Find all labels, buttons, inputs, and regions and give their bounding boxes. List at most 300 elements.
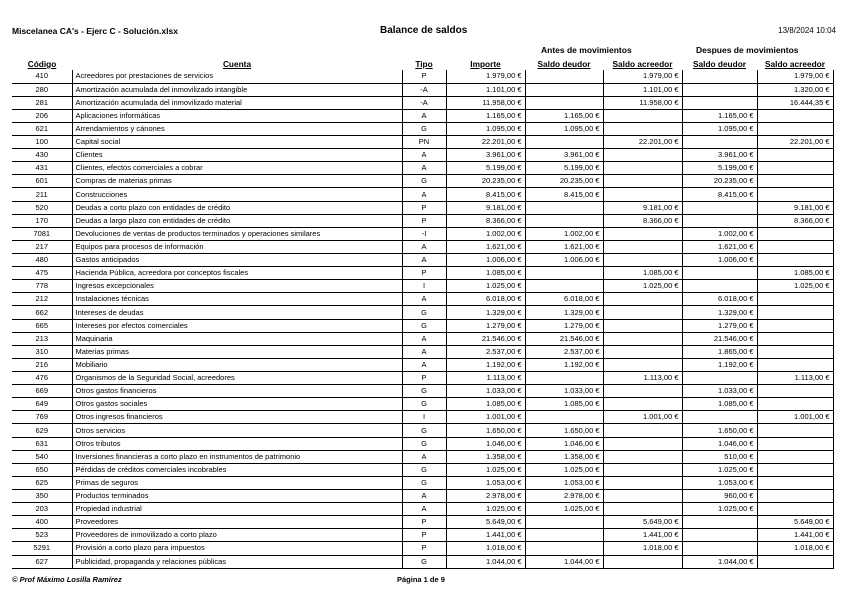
cell-saldo-deudor-despues: 1.025,00 € — [682, 503, 757, 516]
cell-importe: 1.006,00 € — [446, 254, 525, 267]
cell-saldo-acreedor-despues — [757, 306, 833, 319]
cell-importe: 1.279,00 € — [446, 319, 525, 332]
cell-codigo: 410 — [12, 70, 72, 83]
table-row — [12, 214, 833, 227]
sheet-title: Balance de saldos — [380, 25, 468, 36]
cell-cuenta: Otros ingresos financieros — [72, 411, 402, 424]
cell-importe: 8.366,00 € — [446, 214, 525, 227]
cell-saldo-acreedor-despues: 16.444,35 € — [757, 96, 833, 109]
cell-saldo-acreedor-antes — [603, 424, 682, 437]
cell-saldo-deudor-antes: 1.006,00 € — [525, 254, 603, 267]
cell-cuenta: Otros servicios — [72, 424, 402, 437]
cell-cuenta: Aplicaciones informáticas — [72, 109, 402, 122]
cell-cuenta: Intereses por efectos comerciales — [72, 319, 402, 332]
cell-importe: 1.001,00 € — [446, 411, 525, 424]
cell-saldo-deudor-antes: 1.044,00 € — [525, 555, 603, 568]
cell-saldo-acreedor-antes — [603, 358, 682, 371]
cell-saldo-acreedor-antes — [603, 332, 682, 345]
cell-tipo: G — [402, 463, 446, 476]
cell-saldo-deudor-despues: 1.621,00 € — [682, 240, 757, 253]
cell-saldo-acreedor-despues — [757, 227, 833, 240]
table-row — [12, 136, 833, 149]
print-datetime: 13/8/2024 10:04 — [778, 26, 836, 35]
cell-saldo-acreedor-antes: 1.441,00 € — [603, 529, 682, 542]
cell-saldo-acreedor-antes — [603, 437, 682, 450]
cell-saldo-deudor-antes — [525, 542, 603, 555]
cell-codigo: 621 — [12, 122, 72, 135]
cell-saldo-deudor-antes: 1.329,00 € — [525, 306, 603, 319]
cell-cuenta: Ingresos excepcionales — [72, 280, 402, 293]
cell-codigo: 5291 — [12, 542, 72, 555]
table-row — [12, 398, 833, 411]
cell-saldo-acreedor-antes — [603, 175, 682, 188]
cell-tipo: -A — [402, 96, 446, 109]
cell-saldo-deudor-despues — [682, 136, 757, 149]
cell-saldo-deudor-despues: 3.961,00 € — [682, 149, 757, 162]
cell-codigo: 217 — [12, 240, 72, 253]
cell-saldo-deudor-despues: 1.165,00 € — [682, 109, 757, 122]
cell-saldo-deudor-despues: 1.279,00 € — [682, 319, 757, 332]
cell-saldo-deudor-antes — [525, 372, 603, 385]
cell-importe: 11.958,00 € — [446, 96, 525, 109]
cell-codigo: 665 — [12, 319, 72, 332]
cell-saldo-acreedor-despues: 1.320,00 € — [757, 83, 833, 96]
cell-cuenta: Primas de seguros — [72, 476, 402, 489]
cell-importe: 1.033,00 € — [446, 385, 525, 398]
cell-importe: 1.085,00 € — [446, 398, 525, 411]
cell-saldo-deudor-despues — [682, 542, 757, 555]
cell-saldo-deudor-antes: 2.978,00 € — [525, 490, 603, 503]
cell-saldo-deudor-antes — [525, 201, 603, 214]
cell-importe: 1.044,00 € — [446, 555, 525, 568]
cell-saldo-deudor-antes: 1.053,00 € — [525, 476, 603, 489]
cell-saldo-deudor-despues: 1.044,00 € — [682, 555, 757, 568]
cell-saldo-deudor-antes: 21.546,00 € — [525, 332, 603, 345]
cell-tipo: G — [402, 306, 446, 319]
table-row — [12, 267, 833, 280]
cell-saldo-acreedor-despues: 22.201,00 € — [757, 136, 833, 149]
table-row — [12, 109, 833, 122]
cell-saldo-deudor-despues — [682, 214, 757, 227]
cell-codigo: 520 — [12, 201, 72, 214]
cell-saldo-deudor-antes — [525, 214, 603, 227]
cell-codigo: 203 — [12, 503, 72, 516]
file-title: Miscelanea CA's - Ejerc C - Solución.xlsx — [12, 26, 178, 36]
cell-saldo-deudor-antes: 6.018,00 € — [525, 293, 603, 306]
cell-saldo-deudor-despues — [682, 529, 757, 542]
cell-saldo-deudor-despues: 1.650,00 € — [682, 424, 757, 437]
cell-saldo-deudor-despues: 1.033,00 € — [682, 385, 757, 398]
cell-saldo-acreedor-antes: 9.181,00 € — [603, 201, 682, 214]
table-row — [12, 516, 833, 529]
cell-tipo: P — [402, 542, 446, 555]
cell-saldo-deudor-antes: 1.025,00 € — [525, 503, 603, 516]
cell-cuenta: Provisión a corto plazo para impuestos — [72, 542, 402, 555]
cell-saldo-acreedor-antes — [603, 122, 682, 135]
cell-importe: 1.650,00 € — [446, 424, 525, 437]
cell-saldo-acreedor-antes — [603, 345, 682, 358]
cell-saldo-deudor-antes — [525, 96, 603, 109]
group-header-despues: Despues de movimientos — [696, 45, 799, 55]
cell-importe: 1.053,00 € — [446, 476, 525, 489]
table-row — [12, 240, 833, 253]
cell-saldo-deudor-despues — [682, 411, 757, 424]
cell-tipo: A — [402, 188, 446, 201]
cell-cuenta: Propiedad industrial — [72, 503, 402, 516]
table-row — [12, 306, 833, 319]
cell-tipo: G — [402, 476, 446, 489]
cell-cuenta: Arrendamientos y cánones — [72, 122, 402, 135]
table-row — [12, 345, 833, 358]
cell-saldo-deudor-despues: 1.002,00 € — [682, 227, 757, 240]
cell-importe: 1.113,00 € — [446, 372, 525, 385]
cell-saldo-deudor-antes: 1.621,00 € — [525, 240, 603, 253]
cell-cuenta: Deudas a corto plazo con entidades de crédito — [72, 201, 402, 214]
cell-cuenta: Proveedores — [72, 516, 402, 529]
cell-cuenta: Publicidad, propaganda y relaciones públicas — [72, 555, 402, 568]
cell-importe: 1.018,00 € — [446, 542, 525, 555]
cell-cuenta: Amortización acumulada del inmovilizado material — [72, 96, 402, 109]
cell-saldo-deudor-despues: 1.046,00 € — [682, 437, 757, 450]
cell-cuenta: Intereses de deudas — [72, 306, 402, 319]
cell-codigo: 650 — [12, 463, 72, 476]
col-header-importe: Importe — [470, 59, 501, 69]
cell-saldo-deudor-antes: 1.025,00 € — [525, 463, 603, 476]
cell-saldo-acreedor-despues — [757, 109, 833, 122]
cell-saldo-acreedor-antes: 1.085,00 € — [603, 267, 682, 280]
cell-importe: 9.181,00 € — [446, 201, 525, 214]
cell-importe: 1.329,00 € — [446, 306, 525, 319]
cell-saldo-acreedor-antes — [603, 555, 682, 568]
cell-codigo: 281 — [12, 96, 72, 109]
cell-saldo-deudor-despues: 5.199,00 € — [682, 162, 757, 175]
col-header-tipo: Tipo — [415, 59, 433, 69]
cell-tipo: -A — [402, 83, 446, 96]
cell-saldo-acreedor-antes: 8.366,00 € — [603, 214, 682, 227]
cell-cuenta: Deudas a largo plazo con entidades de crédito — [72, 214, 402, 227]
cell-saldo-deudor-despues — [682, 516, 757, 529]
cell-saldo-deudor-despues: 960,00 € — [682, 490, 757, 503]
col-header-cuenta: Cuenta — [222, 59, 252, 69]
cell-codigo: 7081 — [12, 227, 72, 240]
cell-codigo: 400 — [12, 516, 72, 529]
cell-saldo-acreedor-antes — [603, 450, 682, 463]
cell-tipo: A — [402, 450, 446, 463]
cell-saldo-deudor-antes: 1.358,00 € — [525, 450, 603, 463]
table-row — [12, 83, 833, 96]
table-body — [12, 70, 833, 568]
cell-codigo: 350 — [12, 490, 72, 503]
cell-saldo-deudor-antes: 5.199,00 € — [525, 162, 603, 175]
cell-saldo-acreedor-antes: 11.958,00 € — [603, 96, 682, 109]
cell-saldo-acreedor-antes — [603, 240, 682, 253]
cell-codigo: 213 — [12, 332, 72, 345]
cell-tipo: A — [402, 490, 446, 503]
cell-importe: 22.201,00 € — [446, 136, 525, 149]
table-row — [12, 411, 833, 424]
cell-saldo-deudor-despues: 1.006,00 € — [682, 254, 757, 267]
cell-saldo-deudor-antes: 3.961,00 € — [525, 149, 603, 162]
table-row — [12, 96, 833, 109]
cell-saldo-deudor-despues: 20.235,00 € — [682, 175, 757, 188]
cell-saldo-acreedor-despues — [757, 293, 833, 306]
cell-codigo: 100 — [12, 136, 72, 149]
cell-tipo: G — [402, 319, 446, 332]
cell-saldo-acreedor-antes: 1.025,00 € — [603, 280, 682, 293]
cell-importe: 1.025,00 € — [446, 280, 525, 293]
cell-saldo-acreedor-antes — [603, 503, 682, 516]
cell-tipo: A — [402, 162, 446, 175]
cell-codigo: 769 — [12, 411, 72, 424]
cell-codigo: 206 — [12, 109, 72, 122]
table-row — [12, 175, 833, 188]
cell-cuenta: Clientes — [72, 149, 402, 162]
cell-importe: 1.046,00 € — [446, 437, 525, 450]
cell-saldo-deudor-antes: 1.085,00 € — [525, 398, 603, 411]
header-row — [12, 58, 833, 70]
cell-importe: 1.621,00 € — [446, 240, 525, 253]
cell-codigo: 778 — [12, 280, 72, 293]
cell-saldo-deudor-antes — [525, 267, 603, 280]
cell-tipo: A — [402, 293, 446, 306]
cell-cuenta: Gastos anticipados — [72, 254, 402, 267]
cell-saldo-acreedor-despues: 1.085,00 € — [757, 267, 833, 280]
cell-saldo-acreedor-despues: 1.113,00 € — [757, 372, 833, 385]
cell-cuenta: Capital social — [72, 136, 402, 149]
cell-tipo: G — [402, 385, 446, 398]
cell-saldo-acreedor-despues — [757, 476, 833, 489]
table-row — [12, 319, 833, 332]
cell-saldo-acreedor-antes: 1.018,00 € — [603, 542, 682, 555]
cell-saldo-deudor-antes: 2.537,00 € — [525, 345, 603, 358]
cell-tipo: P — [402, 70, 446, 83]
cell-saldo-acreedor-despues — [757, 398, 833, 411]
cell-importe: 8.415,00 € — [446, 188, 525, 201]
cell-saldo-acreedor-despues — [757, 319, 833, 332]
cell-saldo-deudor-despues: 1.095,00 € — [682, 122, 757, 135]
table-row — [12, 555, 833, 568]
cell-tipo: A — [402, 254, 446, 267]
cell-cuenta: Acreedores por prestaciones de servicios — [72, 70, 402, 83]
table-row — [12, 450, 833, 463]
table-row — [12, 201, 833, 214]
table-row — [12, 188, 833, 201]
cell-saldo-acreedor-despues — [757, 149, 833, 162]
cell-tipo: P — [402, 267, 446, 280]
cell-saldo-acreedor-antes: 5.649,00 € — [603, 516, 682, 529]
table-row — [12, 122, 833, 135]
cell-cuenta: Clientes, efectos comerciales a cobrar — [72, 162, 402, 175]
cell-codigo: 631 — [12, 437, 72, 450]
cell-saldo-deudor-despues — [682, 96, 757, 109]
cell-codigo: 476 — [12, 372, 72, 385]
cell-saldo-deudor-antes — [525, 529, 603, 542]
table-row — [12, 227, 833, 240]
cell-cuenta: Compras de materias primas — [72, 175, 402, 188]
table-row — [12, 372, 833, 385]
cell-cuenta: Productos terminados — [72, 490, 402, 503]
cell-saldo-acreedor-antes: 1.113,00 € — [603, 372, 682, 385]
cell-codigo: 480 — [12, 254, 72, 267]
cell-importe: 1.025,00 € — [446, 503, 525, 516]
table-row — [12, 503, 833, 516]
cell-codigo: 662 — [12, 306, 72, 319]
table-row — [12, 385, 833, 398]
cell-saldo-deudor-despues: 1.025,00 € — [682, 463, 757, 476]
cell-saldo-deudor-despues — [682, 372, 757, 385]
cell-cuenta: Materias primas — [72, 345, 402, 358]
cell-importe: 3.961,00 € — [446, 149, 525, 162]
cell-tipo: A — [402, 240, 446, 253]
cell-saldo-deudor-antes — [525, 136, 603, 149]
cell-codigo: 523 — [12, 529, 72, 542]
table-row — [12, 70, 833, 83]
cell-saldo-acreedor-despues — [757, 358, 833, 371]
cell-tipo: G — [402, 424, 446, 437]
table-row — [12, 476, 833, 489]
cell-codigo: 216 — [12, 358, 72, 371]
cell-saldo-acreedor-antes: 1.979,00 € — [603, 70, 682, 83]
cell-tipo: A — [402, 109, 446, 122]
table-row — [12, 162, 833, 175]
cell-saldo-deudor-antes — [525, 83, 603, 96]
cell-tipo: PN — [402, 136, 446, 149]
cell-codigo: 601 — [12, 175, 72, 188]
cell-saldo-deudor-despues: 510,00 € — [682, 450, 757, 463]
cell-importe: 1.165,00 € — [446, 109, 525, 122]
cell-saldo-acreedor-antes — [603, 149, 682, 162]
cell-saldo-acreedor-antes — [603, 385, 682, 398]
table-row — [12, 293, 833, 306]
cell-saldo-deudor-antes: 1.279,00 € — [525, 319, 603, 332]
cell-importe: 21.546,00 € — [446, 332, 525, 345]
cell-saldo-acreedor-despues — [757, 240, 833, 253]
cell-codigo: 625 — [12, 476, 72, 489]
cell-importe: 1.358,00 € — [446, 450, 525, 463]
table-row — [12, 529, 833, 542]
cell-tipo: P — [402, 529, 446, 542]
cell-saldo-deudor-despues: 8.415,00 € — [682, 188, 757, 201]
cell-saldo-deudor-antes — [525, 411, 603, 424]
cell-importe: 1.085,00 € — [446, 267, 525, 280]
cell-saldo-deudor-antes — [525, 516, 603, 529]
cell-cuenta: Proveedores de inmovilizado a corto plazo — [72, 529, 402, 542]
cell-saldo-deudor-despues: 6.018,00 € — [682, 293, 757, 306]
cell-saldo-deudor-antes: 1.046,00 € — [525, 437, 603, 450]
cell-tipo: G — [402, 398, 446, 411]
cell-saldo-acreedor-despues — [757, 254, 833, 267]
cell-tipo: P — [402, 372, 446, 385]
cell-cuenta: Construcciones — [72, 188, 402, 201]
table-row — [12, 149, 833, 162]
cell-cuenta: Otros gastos sociales — [72, 398, 402, 411]
cell-saldo-deudor-despues: 1.085,00 € — [682, 398, 757, 411]
cell-tipo: -I — [402, 227, 446, 240]
cell-tipo: I — [402, 411, 446, 424]
cell-codigo: 280 — [12, 83, 72, 96]
table-row — [12, 542, 833, 555]
cell-saldo-acreedor-antes: 22.201,00 € — [603, 136, 682, 149]
cell-saldo-acreedor-despues — [757, 503, 833, 516]
cell-cuenta: Maquinaria — [72, 332, 402, 345]
cell-cuenta: Hacienda Pública, acreedora por conceptos fiscales — [72, 267, 402, 280]
cell-importe: 2.537,00 € — [446, 345, 525, 358]
cell-cuenta: Inversiones financieras a corto plazo en instrumentos de patrimonio — [72, 450, 402, 463]
cell-tipo: G — [402, 437, 446, 450]
cell-saldo-acreedor-despues: 1.025,00 € — [757, 280, 833, 293]
cell-saldo-deudor-antes: 1.165,00 € — [525, 109, 603, 122]
cell-saldo-deudor-antes: 1.002,00 € — [525, 227, 603, 240]
col-header-saldo-acreedor-antes: Saldo acreedor — [612, 59, 673, 69]
cell-tipo: P — [402, 516, 446, 529]
cell-saldo-acreedor-despues: 5.649,00 € — [757, 516, 833, 529]
cell-saldo-acreedor-despues — [757, 188, 833, 201]
cell-saldo-acreedor-despues: 8.366,00 € — [757, 214, 833, 227]
cell-saldo-deudor-despues — [682, 280, 757, 293]
cell-importe: 5.199,00 € — [446, 162, 525, 175]
cell-importe: 1.101,00 € — [446, 83, 525, 96]
cell-saldo-acreedor-antes — [603, 254, 682, 267]
cell-saldo-deudor-antes: 1.650,00 € — [525, 424, 603, 437]
table-row — [12, 490, 833, 503]
cell-saldo-acreedor-antes — [603, 463, 682, 476]
table-row — [12, 437, 833, 450]
cell-saldo-deudor-antes — [525, 70, 603, 83]
cell-saldo-acreedor-despues — [757, 437, 833, 450]
cell-tipo: P — [402, 201, 446, 214]
cell-saldo-acreedor-antes — [603, 476, 682, 489]
col-header-saldo-deudor-despues: Saldo deudor — [692, 59, 746, 69]
cell-saldo-deudor-despues: 1.865,00 € — [682, 345, 757, 358]
cell-importe: 6.018,00 € — [446, 293, 525, 306]
cell-importe: 1.095,00 € — [446, 122, 525, 135]
table-row — [12, 280, 833, 293]
cell-tipo: A — [402, 149, 446, 162]
cell-saldo-deudor-despues: 21.546,00 € — [682, 332, 757, 345]
cell-tipo: A — [402, 345, 446, 358]
col-header-saldo-acreedor-despues: Saldo acreedor — [765, 59, 825, 69]
cell-saldo-acreedor-despues — [757, 332, 833, 345]
table-row — [12, 254, 833, 267]
cell-tipo: G — [402, 555, 446, 568]
cell-cuenta: Amortización acumulada del inmovilizado intangible — [72, 83, 402, 96]
cell-tipo: P — [402, 214, 446, 227]
cell-importe: 2.978,00 € — [446, 490, 525, 503]
cell-saldo-acreedor-despues: 1.441,00 € — [757, 529, 833, 542]
cell-cuenta: Otros tributos — [72, 437, 402, 450]
cell-saldo-deudor-despues: 1.192,00 € — [682, 358, 757, 371]
cell-saldo-deudor-antes — [525, 280, 603, 293]
cell-codigo: 629 — [12, 424, 72, 437]
group-header-antes: Antes de movimientos — [541, 45, 632, 55]
cell-saldo-deudor-antes: 20.235,00 € — [525, 175, 603, 188]
cell-saldo-acreedor-despues — [757, 175, 833, 188]
cell-saldo-acreedor-antes — [603, 319, 682, 332]
cell-cuenta: Organismos de la Seguridad Social, acreedores — [72, 372, 402, 385]
cell-cuenta: Instalaciones técnicas — [72, 293, 402, 306]
cell-saldo-acreedor-antes — [603, 109, 682, 122]
cell-cuenta: Mobiliario — [72, 358, 402, 371]
author-credit: © Prof Máximo Losilla Ramírez — [12, 575, 122, 584]
cell-saldo-acreedor-despues — [757, 450, 833, 463]
cell-cuenta: Devoluciones de ventas de productos terminados y operaciones similares — [72, 227, 402, 240]
cell-saldo-acreedor-antes — [603, 188, 682, 201]
cell-importe: 1.025,00 € — [446, 463, 525, 476]
cell-saldo-acreedor-antes: 1.001,00 € — [603, 411, 682, 424]
cell-codigo: 431 — [12, 162, 72, 175]
cell-importe: 1.441,00 € — [446, 529, 525, 542]
cell-saldo-acreedor-despues: 1.979,00 € — [757, 70, 833, 83]
